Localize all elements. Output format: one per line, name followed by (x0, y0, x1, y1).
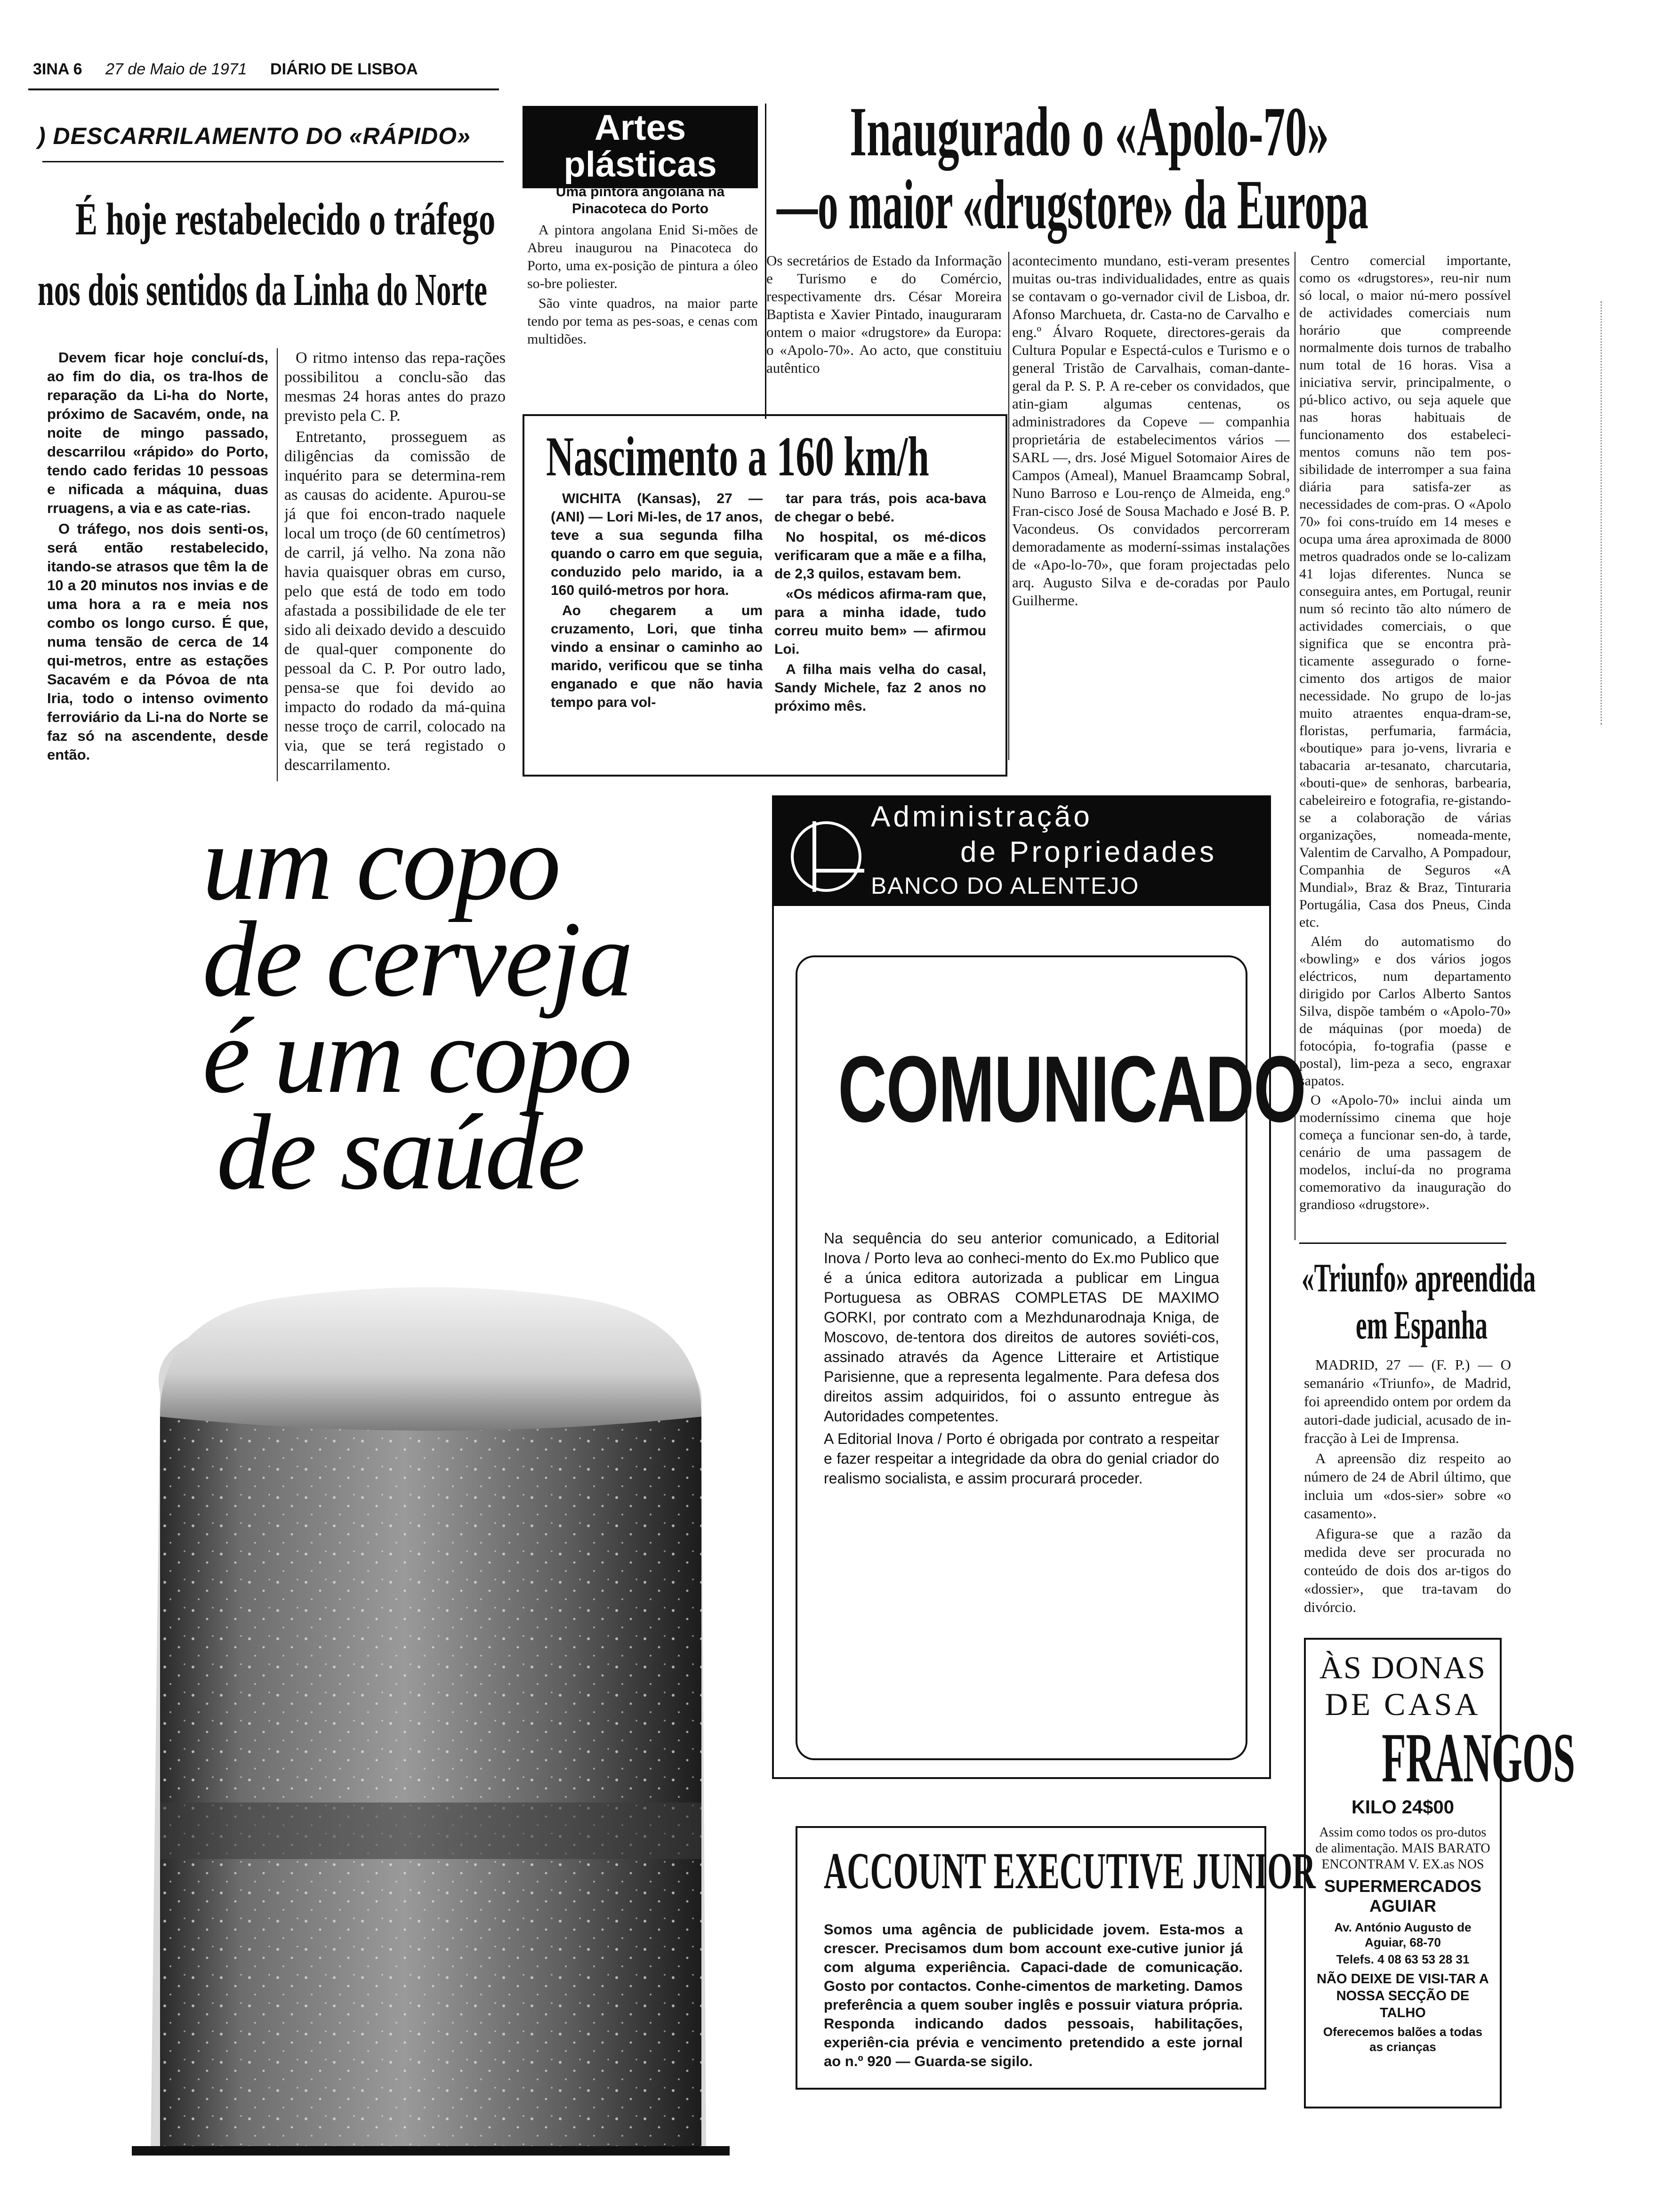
comunicado-p2: A Editorial Inova / Porto é obrigada por contrato a respeitar e fazer respeitar a integridade da obra do genial criador do realismo socialista, e assim procurará proceder. (824, 1430, 1219, 1487)
margin-bleed-marks (1601, 301, 1619, 725)
banco-ad-line-3: BANCO DO ALENTEJO (871, 873, 1140, 899)
apolo-col3-p1: Centro comercial importante, como os «drugstores», reu-nir num só local, o maior nú-mero possível de actividades comerciais num horário que compreende normalmente dois turnos de trabalho num total de 16 horas. Visa a iniciativa servir, principalmente, o pú-blico activo, ou seja aquele que nas horas habituais de funcionamento dos estabeleci-mentos comuns não tem pos-sibilidade de interromper a sua faina diária para satisfa-zer as necessidades de com-pras. O «Apolo 70» foi cons-truído em 14 meses e ocupa uma área aproximada de 8000 metros quadrados onde se lo-calizam 41 lojas diferentes. Nunca se conseguira antes, em Portugal, reunir num só recinto tão alto número de actividades comerciais, o que significa que se encontra prà-ticamente assegurado o forne-cimento dos artigos de maior necessidade. No grupo de lo-jas muito atraentes enqua-dram-se, floristas, perfumaria, farmácia, «boutique» para jo-vens, livraria e tabacaria ar-tesanato, charcutaria, «bouti-que» de senhoras, barbearia, cabeleireiro e fotografia, re-gistando-se a colaboração de várias organizações, nomeada-mente, Valentim de Carvalho, A Pompadour, Companhia de Seguros «A Mundial», Braz & Braz, Tinturaria Portugália, Casa dos Pneus, Cinda etc. (1299, 253, 1511, 930)
header-rule (28, 88, 499, 90)
banco-ad-header (772, 795, 1271, 906)
nascimento-col2-p2: No hospital, os mé-dicos verificaram que a mãe e a filha, de 2,3 quilos, estavam bem. (774, 529, 986, 582)
frangos-ad (1304, 1638, 1576, 2108)
rapido-col2-p1: O ritmo intenso das repa-rações possibilitou a conclu-são das mesmas 24 horas antes do prazo previsto pela C. P. (284, 349, 506, 425)
rapido-col1-p2: O tráfego, nos dois senti-os, será então restabelecido, itando-se atrasos que têm la de 10 a 20 minutos nos invias e de uma hora a ra e meia nos combo os longo curso. É que, numa tensão de cerca de 14 qui-metros, entre as estações Sacavém e da Póvoa de nta Iria, todo o intenso ovimento ferroviário da Li-na do Norte se faz só na ascendente, desde então. (47, 521, 268, 763)
comunicado-text (824, 1228, 1219, 1488)
comunicado-p1: Na sequência do seu anterior comunicado, a Editorial Inova / Porto leva ao conheci-mento do Ex.mo Publico que é a única editora autorizada a publicar em Lingua Portuguesa as OBRAS COMPLETAS DE MAXIMO GORKI, por contrato com a Mezhdunarodnaja Kniga, de Moscovo, de-tentora dos direitos de autores soviéti-cos, assinado através da Agence Litteraire et Artistique Parisienne, que a representa legalmente. Para defesa dos direitos assim adquiridos, foi o assunto entregue às Autoridades competentes. (824, 1230, 1219, 1425)
rapido-column-2 (284, 348, 506, 786)
artes-text-p1: A pintora angolana Enid Si-mões de Abreu inaugurou na Pinacoteca do Porto, uma ex-posição de pintura a óleo so-bre poliester. (527, 222, 758, 291)
rapido-column-1 (47, 348, 268, 786)
comunicado-title: COMUNICADO (838, 1037, 1306, 1142)
rapido-col1-p1: Devem ficar hoje concluí-ds, ao fim do dia, os tra-lhos de reparação da Li-ha do Norte, próximo de Sacavém, onde, na noite de mingo passado, descarrilou «rápido» do Porto, tendo cado feridas 10 pessoas e nificada a máquina, duas rruagens, a via e as cate-rias. (47, 349, 268, 516)
beer-ad-line-2: de cerveja (202, 899, 632, 1019)
rapido-headline-2: nos dois sentidos da Linha do Norte (38, 264, 487, 315)
apolo-column-1: Os secretários de Estado da Informação e Turismo e do Comércio, respectivamente drs. César Moreira Baptista e Xavier Pintado, inauguraram ontem o maior «drugstore» da Europa: o «Apolo-70». Ao acto, que constituiu autêntico (766, 252, 1002, 376)
page-header (33, 60, 499, 88)
apolo-headline-1: Inaugurado o «Apolo-70» (850, 93, 1329, 171)
banco-ad-line-2: de Propriedades (960, 836, 1217, 868)
nascimento-column-2 (774, 489, 986, 772)
frangos-line-1: ÀS DONAS (1319, 1650, 1487, 1685)
frangos-store: SUPERMERCADOS AGUIAR (1324, 1876, 1482, 1915)
account-ad-title: ACCOUNT EXECUTIVE JUNIOR (824, 1842, 1316, 1899)
apolo-headline-2: —o maior «drugstore» da Europa (777, 166, 1368, 244)
rapido-col2-p2: Entretanto, prosseguem as diligências da comissão de inquérito para se determina-rem as causas do acidente. Apurou-se já que foi encon-trado naquele local um troço (de 60 centímetros) de carril, já velho. Na zona não havia quaisquer obras em curso, pelo que está de todo em todo afastada a possibilidade de ele ter sido ali deixado devido a descuido de qual-quer componente do pessoal da C. P. Por outro lado, pensa-se que foi devido ao impacto do rodado da má-quina nesse troço de carril, colocado na via, que se terá registado o descarrilamento. (284, 428, 506, 774)
beer-ad (33, 800, 739, 2165)
apolo-column-2: acontecimento mundano, esti-veram presentes muitas ou-tras individualidades, entre as quais se contavam o go-vernador civil de Lisboa, dr. Afonso Marchueta, dr. Casta-no de Carvalho e eng.º Álvaro Roquete, directores-gerais da Cultura Popular e Espectá-culos e Turismo e o general Tristão de Carvalhais, coman-dante-geral da P. S. P. A re-ceber os convidados, que atin-giam algumas centenas, os administradores da Copeve — companhia proprietária de estabelecimentos vários — SARL —, drs. José Miguel Sotomaior Aires de Campos (Ameal), Manuel Braamcamp Sobral, Nuno Barroso e Lou-renço de Almeida, eng.º Fran-cisco José de Sousa Machado e José B. P. Vacondeus. Os convidados percorreram demoradamente as moderní-ssimas instalações de «Apo-lo-70», que foram projectadas pelo arq. Augusto Silva e de-coradas por Paulo Guilherme. (1012, 252, 1290, 609)
beer-ad-line-3: é um copo (202, 995, 631, 1115)
apolo-divider-1 (1008, 252, 1009, 760)
frangos-price: KILO 24$00 (1351, 1797, 1454, 1818)
nascimento-col2-p3: «Os médicos afirma-ram que, para a minha idade, tudo correu muito bem» — afirmou Loi. (774, 586, 986, 657)
triunfo-top-rule (1299, 1242, 1506, 1244)
banco-logo-icon (791, 821, 861, 892)
rapido-kicker: ) DESCARRILAMENTO DO «RÁPIDO» (38, 123, 471, 149)
frangos-line-2: DE CASA (1325, 1686, 1481, 1722)
artes-title-box (523, 106, 758, 188)
frangos-phones: Telefs. 4 08 63 53 28 31 (1336, 1952, 1470, 1966)
frangos-text-2: NÃO DEIXE DE VISI-TAR A NOSSA SECÇÃO DE TALHO (1317, 1972, 1489, 2020)
artes-title-1: Artes (594, 108, 686, 148)
triunfo-headline-2: em Espanha (1356, 1302, 1488, 1347)
frangos-address: Av. António Augusto de Aguiar, 68-70 (1334, 1920, 1472, 1949)
triunfo-headline-1: «Triunfo» apreendida (1302, 1255, 1536, 1300)
triunfo-p3: Afigura-se que a razão da medida deve ser procurada no conteúdo de dois dos ar-tigos do «dossier», que tra-tavam do divórcio. (1304, 1525, 1511, 1615)
nascimento-col2-p4: A filha mais velha do casal, Sandy Michele, faz 2 anos no próximo mês. (774, 662, 986, 714)
artes-subtitle: Uma pintora angolana na Pinacoteca do Porto (555, 184, 725, 216)
beer-ad-line-1: um copo (202, 802, 559, 922)
rapido-kicker-rule (42, 161, 504, 162)
nascimento-col1-p2: Ao chegarem a um cruzamento, Lori, que tinha vindo a ensinar o caminho ao marido, verificou que se tinha enganado e que não havia tempo para vol- (551, 603, 763, 710)
nascimento-col2-p1: tar para trás, pois aca-bava de chegar o bebé. (774, 491, 986, 525)
frangos-title: FRANGOS (1382, 1719, 1576, 1797)
triunfo-p1: MADRID, 27 — (F. P.) — O semanário «Triunfo», de Madrid, foi apreendido ontem por ordem da autori-dade judicial, acusado de in-fracção à Lei de Imprensa. (1304, 1356, 1511, 1446)
account-ad-text: Somos uma agência de publicidade jovem. Esta-mos a crescer. Precisamos dum bom account exe-cutive junior já com alguma experiência. Capaci-dade de comunicação. Gosto por contactos. Conhe-cimentos de marketing. Damos preferência a quem souber inglês e possuir viatura própria. Responda indicando dados pessoais, habilitações, experiên-cia prévia e vencimento pretendido a este jornal ao n.º 920 — Guarda-se sigilo. (824, 1921, 1243, 2069)
beer-glass-image (132, 1238, 730, 2156)
apolo-col3-p2: Além do automatismo do «bowling» e dos vários jogos eléctricos, num departamento dirigido por Carlos Alberto Santos Silva, dispõe também o «Apolo-70» de máquinas (por moeda) de fotocópia, fo-tografia (passe e postal), lim-peza a seco, engraxar sapatos. (1299, 934, 1511, 1089)
apolo-column-3 (1299, 252, 1511, 1235)
apolo-col3-p3: O «Apolo-70» inclui ainda um moderníssimo cinema que hoje começa a funcionar sen-do, à tarde, cenário de uma passagem de modelos, incluí-da no programa comemorativo da inauguração do grandioso «drugstore». (1299, 1092, 1511, 1212)
nascimento-headline: Nascimento a 160 km/h (546, 425, 929, 488)
artes-title-2: plásticas (563, 144, 717, 184)
page-number: 3INA 6 (33, 60, 82, 78)
rapido-headline-1: É hoje restabelecido o tráfego (75, 194, 496, 245)
banco-ad-line-1: Administração (871, 801, 1093, 833)
nascimento-column-1 (551, 489, 763, 772)
triunfo-text (1304, 1355, 1511, 1618)
artes-text-p2: São vinte quadros, na maior parte tendo por tema as pes-soas, e cenas com multidões. (527, 296, 758, 347)
artes-text (527, 221, 758, 350)
rapido-column-divider (277, 348, 278, 781)
page-date: 27 de Maio de 1971 (105, 60, 247, 78)
frangos-text-3: Oferecemos balões a todas as crianças (1323, 2025, 1483, 2054)
nascimento-col1-p1: WICHITA (Kansas), 27 — (ANI) — Lori Mi-les, de 17 anos, teve a sua segunda filha quando o carro em que seguia, conduzido pelo marido, ia a 160 quiló-metros por hora. (551, 491, 763, 598)
beer-ad-line-4: de saúde (217, 1092, 584, 1212)
frangos-text-1: Assim como todos os pro-dutos de alimentação. MAIS BARATO ENCONTRAM V. EX.as NOS (1315, 1825, 1490, 1872)
triunfo-p2: A apreensão diz respeito ao número de 24 de Abril último, que incluia um «dos-sier» sobre «o casamento». (1304, 1450, 1511, 1522)
newspaper-name: DIÁRIO DE LISBOA (270, 60, 418, 78)
